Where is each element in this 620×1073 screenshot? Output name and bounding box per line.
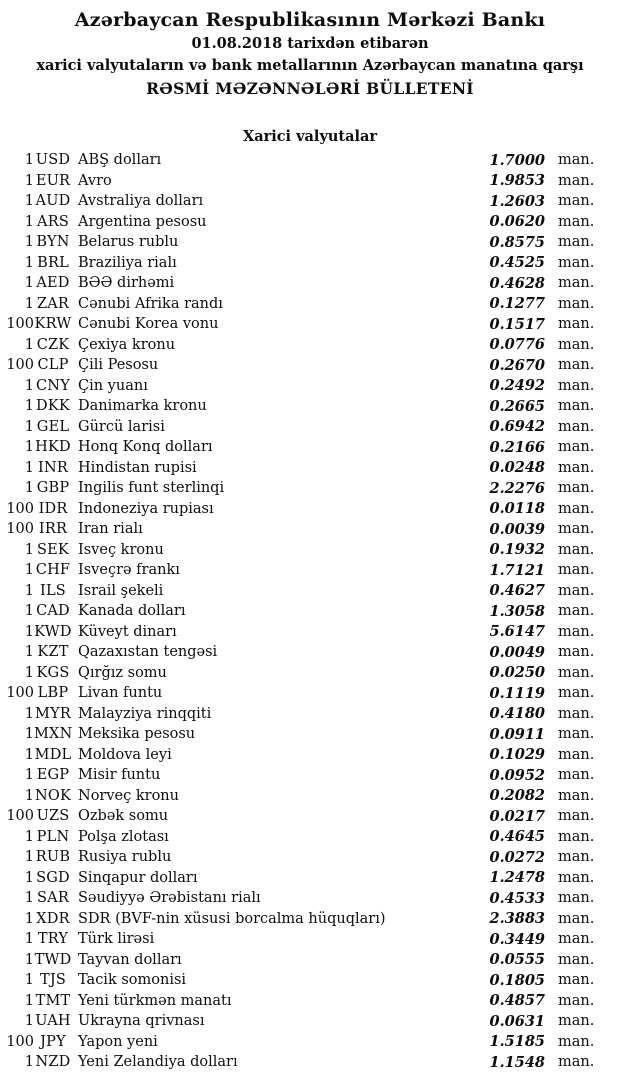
rate-cell: 0.2492 xyxy=(489,377,545,395)
currency-code-cell: KZT xyxy=(37,644,69,661)
rate-cell: 0.0555 xyxy=(489,951,545,969)
table-row xyxy=(0,335,620,356)
table-row xyxy=(0,232,620,253)
table-row xyxy=(0,314,620,335)
table-row xyxy=(0,437,620,458)
currency-name-cell: Meksika pesosu xyxy=(78,726,196,743)
quantity-cell: 1 xyxy=(24,480,34,497)
rate-cell: 1.2478 xyxy=(489,869,545,887)
table-row xyxy=(0,970,620,991)
rates-table xyxy=(0,150,620,1073)
currency-name-cell: Norveç kronu xyxy=(78,787,179,804)
quantity-cell: 1 xyxy=(24,849,34,866)
unit-cell: man. xyxy=(558,1033,595,1050)
rate-cell: 0.0272 xyxy=(489,848,545,866)
unit-cell: man. xyxy=(558,172,595,189)
rate-cell: 0.2166 xyxy=(489,438,545,456)
table-row xyxy=(0,478,620,499)
rate-cell: 5.6147 xyxy=(489,623,545,641)
table-row xyxy=(0,642,620,663)
currency-code-cell: TJS xyxy=(39,972,67,989)
rate-cell: 0.1029 xyxy=(489,746,545,764)
table-row xyxy=(0,519,620,540)
currency-code-cell: CZK xyxy=(36,336,70,353)
unit-cell: man. xyxy=(558,459,595,476)
quantity-cell: 1 xyxy=(24,726,34,743)
table-row xyxy=(0,704,620,725)
rate-cell: 1.2603 xyxy=(489,192,545,210)
unit-cell: man. xyxy=(558,316,595,333)
currency-name-cell: ABŞ dolları xyxy=(78,152,162,169)
table-row xyxy=(0,294,620,315)
currency-code-cell: KWD xyxy=(34,623,72,640)
currency-name-cell: Çin yuanı xyxy=(78,377,148,394)
rate-cell: 0.1277 xyxy=(489,295,545,313)
currency-code-cell: MXN xyxy=(34,726,73,743)
unit-cell: man. xyxy=(558,828,595,845)
currency-name-cell: Cənubi Korea vonu xyxy=(78,316,219,333)
unit-cell: man. xyxy=(558,992,595,1009)
unit-cell: man. xyxy=(558,152,595,169)
currency-name-cell: Qazaxıstan tengəsi xyxy=(78,644,218,661)
doc-subtitle: xarici valyutaların və bank metallarının Azərbaycan manatına qarşı xyxy=(36,57,584,74)
table-row xyxy=(0,417,620,438)
currency-code-cell: EUR xyxy=(35,172,71,189)
rate-cell: 0.1119 xyxy=(489,684,545,702)
table-row xyxy=(0,929,620,950)
unit-cell: man. xyxy=(558,295,595,312)
unit-cell: man. xyxy=(558,377,595,394)
table-row xyxy=(0,150,620,171)
table-row xyxy=(0,376,620,397)
table-row xyxy=(0,888,620,909)
currency-code-cell: NOK xyxy=(34,787,71,804)
currency-name-cell: İran rialı xyxy=(78,521,143,538)
currency-code-cell: AED xyxy=(36,275,70,292)
currency-code-cell: SEK xyxy=(37,541,69,558)
currency-name-cell: Qırğız somu xyxy=(78,664,167,681)
currency-name-cell: Danimarka kronu xyxy=(78,398,207,415)
rate-cell: 0.6942 xyxy=(489,418,545,436)
quantity-cell: 100 xyxy=(6,808,34,825)
rate-cell: 0.4533 xyxy=(489,889,545,907)
currency-name-cell: Moldova leyi xyxy=(78,746,172,763)
quantity-cell: 1 xyxy=(24,869,34,886)
unit-cell: man. xyxy=(558,541,595,558)
quantity-cell: 1 xyxy=(24,787,34,804)
unit-cell: man. xyxy=(558,275,595,292)
table-row xyxy=(0,950,620,971)
currency-code-cell: KRW xyxy=(34,316,72,333)
currency-code-cell: CAD xyxy=(36,603,70,620)
rate-cell: 2.2276 xyxy=(489,479,545,497)
currency-code-cell: TMT xyxy=(35,992,71,1009)
rate-cell: 0.0118 xyxy=(489,500,545,518)
currency-code-cell: IDR xyxy=(38,500,68,517)
unit-cell: man. xyxy=(558,439,595,456)
doc-date-line: 01.08.2018 tarixdən etibarən xyxy=(191,35,429,52)
unit-cell: man. xyxy=(558,357,595,374)
table-row xyxy=(0,868,620,889)
rate-cell: 0.8575 xyxy=(489,233,545,251)
table-row xyxy=(0,765,620,786)
currency-name-cell: Cənubi Afrika randı xyxy=(78,295,223,312)
unit-cell: man. xyxy=(558,480,595,497)
rate-cell: 0.4628 xyxy=(489,274,545,292)
unit-cell: man. xyxy=(558,582,595,599)
quantity-cell: 1 xyxy=(24,275,34,292)
unit-cell: man. xyxy=(558,746,595,763)
rate-cell: 1.7000 xyxy=(489,151,545,169)
quantity-cell: 1 xyxy=(24,951,34,968)
doc-header xyxy=(0,8,620,100)
doc-bulletin-title: RƏSMİ MƏZƏNNƏLƏRİ BÜLLETENİ xyxy=(146,79,474,98)
rate-cell: 0.2665 xyxy=(489,397,545,415)
currency-code-cell: GBP xyxy=(36,480,70,497)
table-row xyxy=(0,458,620,479)
table-row xyxy=(0,601,620,622)
currency-name-cell: Özbək somu xyxy=(78,808,169,825)
currency-code-cell: BRL xyxy=(37,254,69,271)
quantity-cell: 1 xyxy=(24,828,34,845)
currency-code-cell: NZD xyxy=(35,1054,71,1071)
table-row xyxy=(0,991,620,1012)
rate-cell: 0.4627 xyxy=(489,582,545,600)
rate-cell: 0.3449 xyxy=(489,930,545,948)
quantity-cell: 1 xyxy=(24,295,34,312)
currency-code-cell: INR xyxy=(38,459,68,476)
quantity-cell: 1 xyxy=(24,193,34,210)
table-row xyxy=(0,683,620,704)
currency-code-cell: CHF xyxy=(35,562,71,579)
currency-code-cell: EGP xyxy=(36,767,70,784)
currency-name-cell: Honq Konq dolları xyxy=(78,439,213,456)
currency-code-cell: DKK xyxy=(36,398,70,415)
unit-cell: man. xyxy=(558,767,595,784)
rate-cell: 0.2082 xyxy=(489,787,545,805)
quantity-cell: 1 xyxy=(24,664,34,681)
currency-name-cell: İsrail şekeli xyxy=(78,582,164,599)
currency-name-cell: Ukrayna qrivnası xyxy=(78,1013,205,1030)
unit-cell: man. xyxy=(558,951,595,968)
currency-name-cell: Səudiyyə Ərəbistanı rialı xyxy=(78,890,261,907)
quantity-cell: 1 xyxy=(24,931,34,948)
unit-cell: man. xyxy=(558,254,595,271)
quantity-cell: 1 xyxy=(24,603,34,620)
rate-cell: 0.0620 xyxy=(489,213,545,231)
unit-cell: man. xyxy=(558,603,595,620)
rate-cell: 0.0776 xyxy=(489,336,545,354)
currency-code-cell: AUD xyxy=(35,193,71,210)
table-row xyxy=(0,499,620,520)
table-row xyxy=(0,273,620,294)
quantity-cell: 1 xyxy=(24,439,34,456)
unit-cell: man. xyxy=(558,685,595,702)
table-row xyxy=(0,1032,620,1053)
quantity-cell: 1 xyxy=(24,746,34,763)
quantity-cell: 1 xyxy=(24,418,34,435)
rate-cell: 0.0039 xyxy=(489,520,545,538)
currency-code-cell: GEL xyxy=(36,418,70,435)
currency-code-cell: RUB xyxy=(35,849,71,866)
rate-cell: 0.0952 xyxy=(489,766,545,784)
currency-name-cell: Braziliya rialı xyxy=(78,254,177,271)
unit-cell: man. xyxy=(558,213,595,230)
currency-code-cell: LBP xyxy=(37,685,69,702)
currency-name-cell: Rusiya rublu xyxy=(78,849,172,866)
currency-name-cell: Belarus rublu xyxy=(78,234,179,251)
unit-cell: man. xyxy=(558,726,595,743)
currency-name-cell: Kanada dolları xyxy=(78,603,186,620)
currency-code-cell: SAR xyxy=(37,890,69,907)
table-row xyxy=(0,847,620,868)
currency-name-cell: Argentina pesosu xyxy=(78,213,207,230)
rate-cell: 0.4645 xyxy=(489,828,545,846)
table-row xyxy=(0,540,620,561)
rate-cell: 0.0911 xyxy=(489,725,545,743)
currency-code-cell: MDL xyxy=(34,746,72,763)
unit-cell: man. xyxy=(558,910,595,927)
currency-code-cell: ILS xyxy=(40,582,66,599)
table-row xyxy=(0,212,620,233)
quantity-cell: 1 xyxy=(24,644,34,661)
table-row xyxy=(0,1052,620,1073)
quantity-cell: 1 xyxy=(24,623,34,640)
quantity-cell: 1 xyxy=(24,172,34,189)
currency-code-cell: CLP xyxy=(37,357,69,374)
unit-cell: man. xyxy=(558,234,595,251)
currency-code-cell: TRY xyxy=(37,931,69,948)
currency-name-cell: BƏƏ dirhəmi xyxy=(78,275,175,292)
currency-name-cell: Polşa zlotası xyxy=(78,828,169,845)
currency-code-cell: USD xyxy=(35,152,71,169)
quantity-cell: 1 xyxy=(24,398,34,415)
quantity-cell: 100 xyxy=(6,685,34,702)
rate-cell: 1.5185 xyxy=(489,1033,545,1051)
quantity-cell: 1 xyxy=(24,890,34,907)
table-row xyxy=(0,560,620,581)
rate-cell: 0.0248 xyxy=(489,459,545,477)
currency-name-cell: İsveçrə frankı xyxy=(78,562,180,579)
quantity-cell: 100 xyxy=(6,316,34,333)
quantity-cell: 1 xyxy=(24,377,34,394)
currency-code-cell: BYN xyxy=(36,234,70,251)
unit-cell: man. xyxy=(558,193,595,210)
unit-cell: man. xyxy=(558,972,595,989)
currency-name-cell: Gürcü larisi xyxy=(78,418,165,435)
table-row xyxy=(0,786,620,807)
currency-name-cell: SDR (BVF-nin xüsusi borcalma hüquqları) xyxy=(78,910,386,927)
unit-cell: man. xyxy=(558,705,595,722)
rate-cell: 0.4857 xyxy=(489,992,545,1010)
currency-name-cell: Avstraliya dolları xyxy=(78,193,204,210)
doc-title: Azərbaycan Respublikasının Mərkəzi Bankı xyxy=(74,9,546,31)
table-row xyxy=(0,806,620,827)
quantity-cell: 1 xyxy=(24,213,34,230)
table-row xyxy=(0,827,620,848)
quantity-cell: 1 xyxy=(24,582,34,599)
table-row xyxy=(0,581,620,602)
currency-code-cell: MYR xyxy=(35,705,71,722)
unit-cell: man. xyxy=(558,808,595,825)
quantity-cell: 1 xyxy=(24,254,34,271)
currency-code-cell: KGS xyxy=(36,664,70,681)
section-title: Xarici valyutalar xyxy=(242,128,378,145)
currency-code-cell: ZAR xyxy=(36,295,70,312)
quantity-cell: 1 xyxy=(24,705,34,722)
currency-name-cell: İngilis funt sterlinqi xyxy=(78,480,225,497)
unit-cell: man. xyxy=(558,931,595,948)
currency-code-cell: UAH xyxy=(35,1013,71,1030)
currency-name-cell: Avro xyxy=(78,172,112,189)
unit-cell: man. xyxy=(558,418,595,435)
rate-cell: 0.0049 xyxy=(489,643,545,661)
quantity-cell: 100 xyxy=(6,500,34,517)
unit-cell: man. xyxy=(558,787,595,804)
table-row xyxy=(0,724,620,745)
table-row xyxy=(0,171,620,192)
unit-cell: man. xyxy=(558,644,595,661)
rate-cell: 0.1932 xyxy=(489,541,545,559)
rate-cell: 1.9853 xyxy=(489,172,545,190)
currency-name-cell: İndoneziya rupiası xyxy=(78,500,214,517)
currency-name-cell: Misir funtu xyxy=(78,767,161,784)
unit-cell: man. xyxy=(558,869,595,886)
quantity-cell: 1 xyxy=(24,1054,34,1071)
unit-cell: man. xyxy=(558,1054,595,1071)
unit-cell: man. xyxy=(558,562,595,579)
quantity-cell: 1 xyxy=(24,459,34,476)
currency-code-cell: PLN xyxy=(36,828,70,845)
rate-cell: 0.1517 xyxy=(489,315,545,333)
rate-cell: 0.2670 xyxy=(489,356,545,374)
unit-cell: man. xyxy=(558,398,595,415)
currency-name-cell: Çili Pesosu xyxy=(78,357,159,374)
currency-name-cell: İsveç kronu xyxy=(78,541,164,558)
currency-name-cell: Sinqapur dolları xyxy=(78,869,198,886)
currency-name-cell: Yeni türkmən manatı xyxy=(78,992,232,1009)
table-row xyxy=(0,1011,620,1032)
unit-cell: man. xyxy=(558,664,595,681)
currency-code-cell: IRR xyxy=(38,521,68,538)
quantity-cell: 100 xyxy=(6,1033,34,1050)
currency-name-cell: Tayvan dolları xyxy=(78,951,182,968)
rate-cell: 0.4525 xyxy=(489,254,545,272)
quantity-cell: 1 xyxy=(24,336,34,353)
unit-cell: man. xyxy=(558,890,595,907)
rate-cell: 0.0250 xyxy=(489,664,545,682)
quantity-cell: 100 xyxy=(6,357,34,374)
quantity-cell: 1 xyxy=(24,562,34,579)
currency-code-cell: UZS xyxy=(36,808,70,825)
currency-code-cell: TWD xyxy=(34,951,72,968)
unit-cell: man. xyxy=(558,500,595,517)
rate-cell: 1.7121 xyxy=(489,561,545,579)
rate-cell: 1.1548 xyxy=(489,1053,545,1071)
quantity-cell: 1 xyxy=(24,992,34,1009)
currency-code-cell: JPY xyxy=(40,1033,66,1050)
table-row xyxy=(0,396,620,417)
rate-cell: 0.1805 xyxy=(489,971,545,989)
table-row xyxy=(0,253,620,274)
unit-cell: man. xyxy=(558,521,595,538)
quantity-cell: 1 xyxy=(24,152,34,169)
quantity-cell: 1 xyxy=(24,234,34,251)
currency-code-cell: XDR xyxy=(36,910,70,927)
unit-cell: man. xyxy=(558,623,595,640)
currency-name-cell: Livan funtu xyxy=(78,685,163,702)
table-row xyxy=(0,622,620,643)
table-row xyxy=(0,663,620,684)
quantity-cell: 1 xyxy=(24,972,34,989)
currency-code-cell: CNY xyxy=(36,377,70,394)
rate-cell: 0.4180 xyxy=(489,705,545,723)
currency-name-cell: Yapon yeni xyxy=(78,1033,158,1050)
currency-name-cell: Malayziya rinqqiti xyxy=(78,705,212,722)
table-row xyxy=(0,745,620,766)
currency-code-cell: ARS xyxy=(37,213,69,230)
rate-cell: 2.3883 xyxy=(489,910,545,928)
rate-cell: 0.0217 xyxy=(489,807,545,825)
currency-name-cell: Çexiya kronu xyxy=(78,336,176,353)
quantity-cell: 100 xyxy=(6,521,34,538)
currency-name-cell: Yeni Zelandiya dolları xyxy=(78,1054,238,1071)
currency-code-cell: HKD xyxy=(35,439,71,456)
table-row xyxy=(0,909,620,930)
currency-name-cell: Hindistan rupisi xyxy=(78,459,197,476)
currency-name-cell: Türk lirəsi xyxy=(78,931,155,948)
currency-name-cell: Tacik somonisi xyxy=(78,972,187,989)
currency-code-cell: SGD xyxy=(36,869,70,886)
table-row xyxy=(0,191,620,212)
unit-cell: man. xyxy=(558,1013,595,1030)
rate-cell: 1.3058 xyxy=(489,602,545,620)
rate-cell: 0.0631 xyxy=(489,1012,545,1030)
currency-name-cell: Küveyt dinarı xyxy=(78,623,177,640)
quantity-cell: 1 xyxy=(24,910,34,927)
quantity-cell: 1 xyxy=(24,541,34,558)
unit-cell: man. xyxy=(558,336,595,353)
quantity-cell: 1 xyxy=(24,767,34,784)
quantity-cell: 1 xyxy=(24,1013,34,1030)
table-row xyxy=(0,355,620,376)
unit-cell: man. xyxy=(558,849,595,866)
